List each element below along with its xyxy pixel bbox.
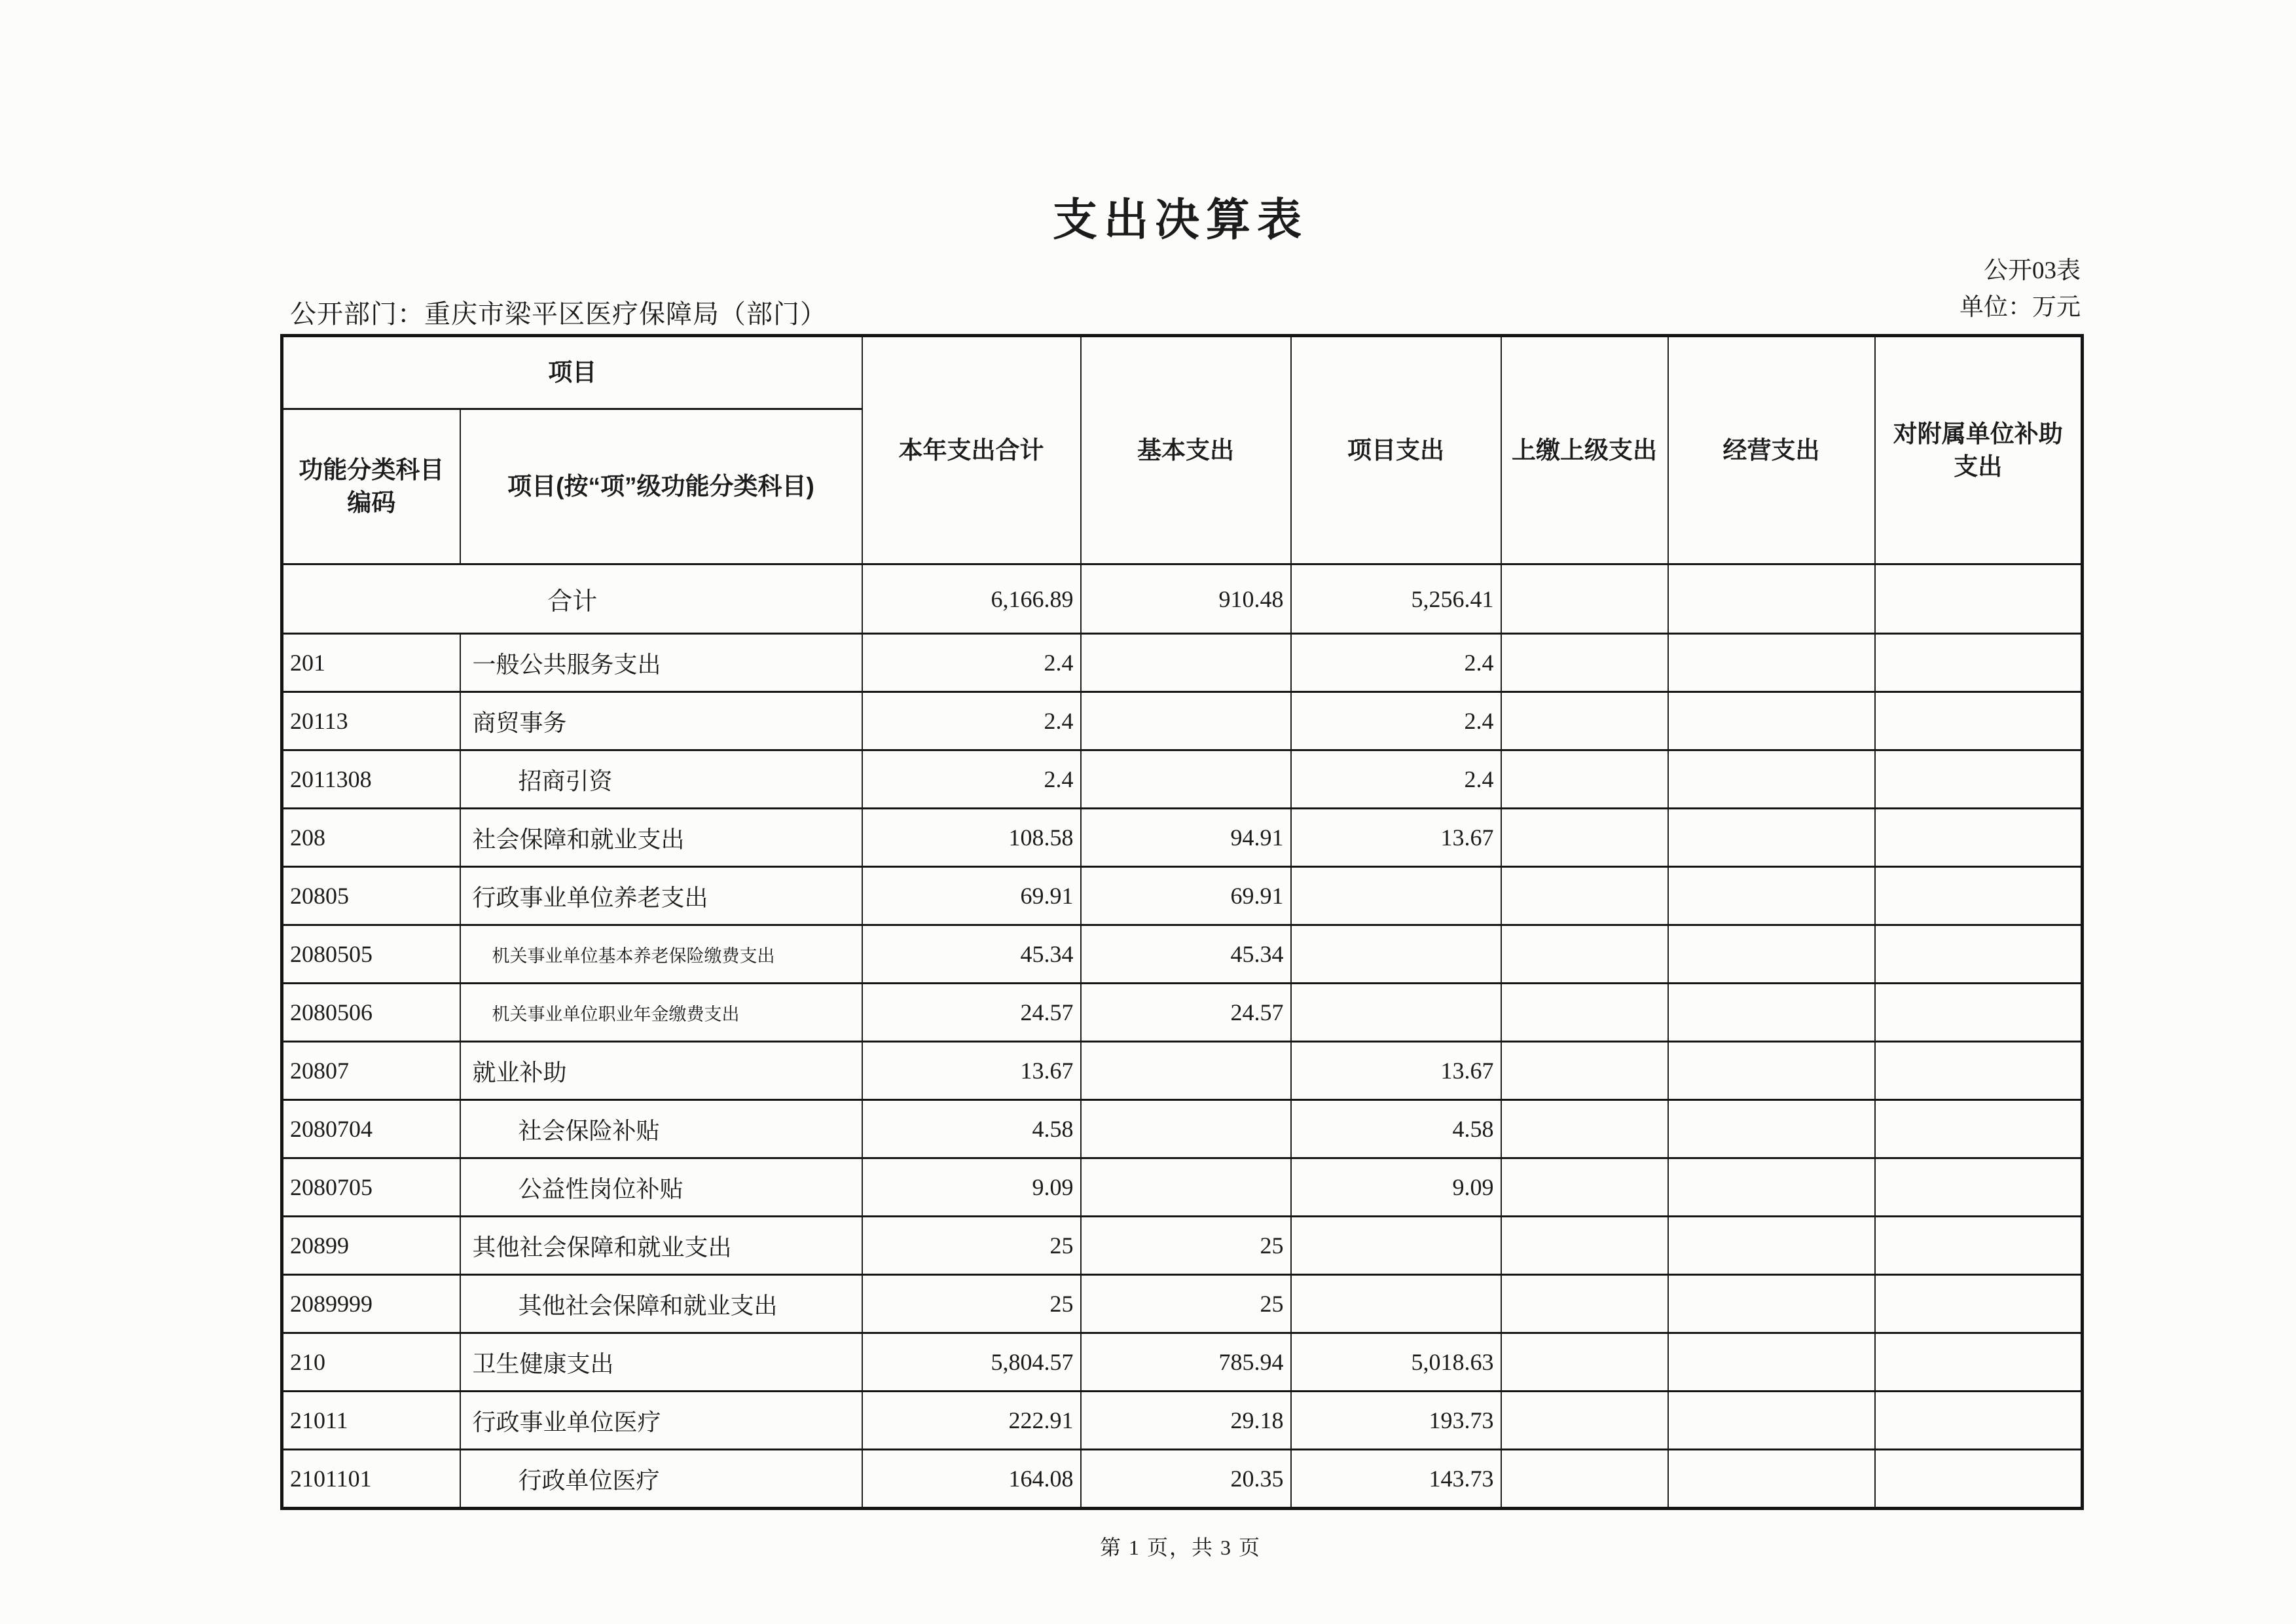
row-code: 201 — [282, 634, 460, 692]
row-code: 2089999 — [282, 1275, 460, 1333]
table-meta — [1959, 253, 2081, 325]
row-code: 2080505 — [282, 925, 460, 984]
row-item: 行政单位医疗 — [460, 1450, 862, 1509]
cell-total: 222.91 — [862, 1392, 1081, 1450]
table-row — [282, 925, 2083, 984]
cell-upper — [1501, 867, 1668, 925]
cell-upper — [1501, 984, 1668, 1042]
cell-basic: 45.34 — [1081, 925, 1291, 984]
cell-basic — [1081, 692, 1291, 750]
cell-project: 9.09 — [1291, 1158, 1501, 1217]
cell-total: 2.4 — [862, 634, 1081, 692]
table-row — [282, 1217, 2083, 1275]
header-col-operating: 经营支出 — [1668, 336, 1875, 564]
row-code: 2080704 — [282, 1100, 460, 1158]
cell-upper — [1501, 1333, 1668, 1392]
cell-basic: 910.48 — [1081, 564, 1291, 634]
table-row — [282, 1392, 2083, 1450]
cell-total: 45.34 — [862, 925, 1081, 984]
cell-affiliate — [1875, 750, 2083, 809]
cell-basic: 25 — [1081, 1217, 1291, 1275]
cell-affiliate — [1875, 692, 2083, 750]
cell-affiliate — [1875, 809, 2083, 867]
cell-affiliate — [1875, 564, 2083, 634]
cell-total: 9.09 — [862, 1158, 1081, 1217]
table-row — [282, 867, 2083, 925]
department-label: 公开部门：重庆市梁平区医疗保障局（部门） — [290, 299, 827, 329]
cell-operating — [1668, 1450, 1875, 1509]
cell-basic: 94.91 — [1081, 809, 1291, 867]
cell-project: 2.4 — [1291, 634, 1501, 692]
cell-project — [1291, 867, 1501, 925]
cell-upper — [1501, 1392, 1668, 1450]
row-item: 卫生健康支出 — [460, 1333, 862, 1392]
header-col-code: 功能分类科目编码 — [282, 409, 460, 564]
cell-total: 2.4 — [862, 692, 1081, 750]
row-item: 行政事业单位医疗 — [460, 1392, 862, 1450]
row-item: 其他社会保障和就业支出 — [460, 1217, 862, 1275]
cell-project: 13.67 — [1291, 1042, 1501, 1100]
row-code: 2011308 — [282, 750, 460, 809]
total-label: 合计 — [282, 564, 862, 634]
cell-operating — [1668, 692, 1875, 750]
table-code-label: 公开03表 — [1984, 257, 2081, 284]
table-row — [282, 1158, 2083, 1217]
cell-affiliate — [1875, 1042, 2083, 1100]
table-row — [282, 750, 2083, 809]
table-row — [282, 1100, 2083, 1158]
header-col-total: 本年支出合计 — [862, 336, 1081, 564]
header-col-item: 项目(按“项”级功能分类科目) — [460, 409, 862, 564]
cell-affiliate — [1875, 984, 2083, 1042]
cell-operating — [1668, 1100, 1875, 1158]
row-item: 社会保险补贴 — [460, 1100, 862, 1158]
cell-upper — [1501, 692, 1668, 750]
header-col-project: 项目支出 — [1291, 336, 1501, 564]
cell-operating — [1668, 984, 1875, 1042]
cell-basic — [1081, 1100, 1291, 1158]
cell-total: 25 — [862, 1217, 1081, 1275]
row-item: 招商引资 — [460, 750, 862, 809]
cell-affiliate — [1875, 1450, 2083, 1509]
cell-affiliate — [1875, 1392, 2083, 1450]
cell-basic: 785.94 — [1081, 1333, 1291, 1392]
cell-total: 4.58 — [862, 1100, 1081, 1158]
row-item: 社会保障和就业支出 — [460, 809, 862, 867]
cell-upper — [1501, 1217, 1668, 1275]
cell-operating — [1668, 1217, 1875, 1275]
page-title: 支出决算表 — [1052, 195, 1308, 245]
cell-project: 2.4 — [1291, 750, 1501, 809]
cell-total: 2.4 — [862, 750, 1081, 809]
cell-upper — [1501, 1042, 1668, 1100]
cell-basic — [1081, 1158, 1291, 1217]
table-row — [282, 692, 2083, 750]
cell-affiliate — [1875, 1275, 2083, 1333]
expenditure-table — [280, 334, 2084, 1510]
cell-basic — [1081, 1042, 1291, 1100]
cell-total: 25 — [862, 1275, 1081, 1333]
cell-affiliate — [1875, 634, 2083, 692]
table-row — [282, 984, 2083, 1042]
cell-operating — [1668, 750, 1875, 809]
row-item: 就业补助 — [460, 1042, 862, 1100]
header-col-upper: 上缴上级支出 — [1501, 336, 1668, 564]
cell-project: 2.4 — [1291, 692, 1501, 750]
row-code: 2101101 — [282, 1450, 460, 1509]
row-code: 20899 — [282, 1217, 460, 1275]
cell-total: 24.57 — [862, 984, 1081, 1042]
cell-total: 108.58 — [862, 809, 1081, 867]
total-row — [282, 564, 2083, 634]
row-code: 2080705 — [282, 1158, 460, 1217]
cell-operating — [1668, 925, 1875, 984]
header-group-item: 项目 — [282, 336, 862, 409]
cell-affiliate — [1875, 1333, 2083, 1392]
cell-total: 5,804.57 — [862, 1333, 1081, 1392]
cell-basic: 24.57 — [1081, 984, 1291, 1042]
cell-project: 13.67 — [1291, 809, 1501, 867]
cell-affiliate — [1875, 1217, 2083, 1275]
cell-operating — [1668, 1042, 1875, 1100]
cell-affiliate — [1875, 1100, 2083, 1158]
cell-operating — [1668, 564, 1875, 634]
cell-project — [1291, 1275, 1501, 1333]
header-col-affiliate: 对附属单位补助支出 — [1875, 336, 2083, 564]
row-item: 一般公共服务支出 — [460, 634, 862, 692]
row-code: 20805 — [282, 867, 460, 925]
row-item: 公益性岗位补贴 — [460, 1158, 862, 1217]
cell-operating — [1668, 867, 1875, 925]
cell-operating — [1668, 1392, 1875, 1450]
row-item: 商贸事务 — [460, 692, 862, 750]
cell-project: 193.73 — [1291, 1392, 1501, 1450]
cell-project — [1291, 1217, 1501, 1275]
cell-basic: 69.91 — [1081, 867, 1291, 925]
cell-total: 164.08 — [862, 1450, 1081, 1509]
row-item: 其他社会保障和就业支出 — [460, 1275, 862, 1333]
cell-operating — [1668, 634, 1875, 692]
cell-operating — [1668, 1333, 1875, 1392]
cell-upper — [1501, 1450, 1668, 1509]
row-code: 2080506 — [282, 984, 460, 1042]
cell-upper — [1501, 634, 1668, 692]
table-row — [282, 634, 2083, 692]
cell-upper — [1501, 1100, 1668, 1158]
row-code: 21011 — [282, 1392, 460, 1450]
expenditure-table-wrap — [280, 334, 2084, 1510]
row-code: 210 — [282, 1333, 460, 1392]
cell-operating — [1668, 1158, 1875, 1217]
cell-affiliate — [1875, 925, 2083, 984]
cell-project: 143.73 — [1291, 1450, 1501, 1509]
row-code: 208 — [282, 809, 460, 867]
header-col-basic: 基本支出 — [1081, 336, 1291, 564]
cell-basic — [1081, 634, 1291, 692]
unit-label: 单位：万元 — [1959, 293, 2081, 321]
row-code: 20807 — [282, 1042, 460, 1100]
cell-basic: 25 — [1081, 1275, 1291, 1333]
cell-basic — [1081, 750, 1291, 809]
cell-upper — [1501, 564, 1668, 634]
cell-project: 4.58 — [1291, 1100, 1501, 1158]
cell-project — [1291, 925, 1501, 984]
row-item: 机关事业单位基本养老保险缴费支出 — [460, 925, 862, 984]
cell-upper — [1501, 750, 1668, 809]
cell-upper — [1501, 1275, 1668, 1333]
row-code: 20113 — [282, 692, 460, 750]
cell-project: 5,018.63 — [1291, 1333, 1501, 1392]
cell-affiliate — [1875, 1158, 2083, 1217]
table-row — [282, 809, 2083, 867]
cell-affiliate — [1875, 867, 2083, 925]
row-item: 行政事业单位养老支出 — [460, 867, 862, 925]
cell-operating — [1668, 1275, 1875, 1333]
table-row — [282, 1042, 2083, 1100]
table-row — [282, 1450, 2083, 1509]
cell-basic: 29.18 — [1081, 1392, 1291, 1450]
cell-total: 69.91 — [862, 867, 1081, 925]
cell-upper — [1501, 925, 1668, 984]
cell-project — [1291, 984, 1501, 1042]
table-row — [282, 1275, 2083, 1333]
cell-upper — [1501, 1158, 1668, 1217]
cell-total: 6,166.89 — [862, 564, 1081, 634]
cell-basic: 20.35 — [1081, 1450, 1291, 1509]
page-indicator: 第 1 页，共 3 页 — [1099, 1536, 1261, 1559]
row-item: 机关事业单位职业年金缴费支出 — [460, 984, 862, 1042]
table-row — [282, 1333, 2083, 1392]
cell-operating — [1668, 809, 1875, 867]
cell-project: 5,256.41 — [1291, 564, 1501, 634]
cell-upper — [1501, 809, 1668, 867]
cell-total: 13.67 — [862, 1042, 1081, 1100]
